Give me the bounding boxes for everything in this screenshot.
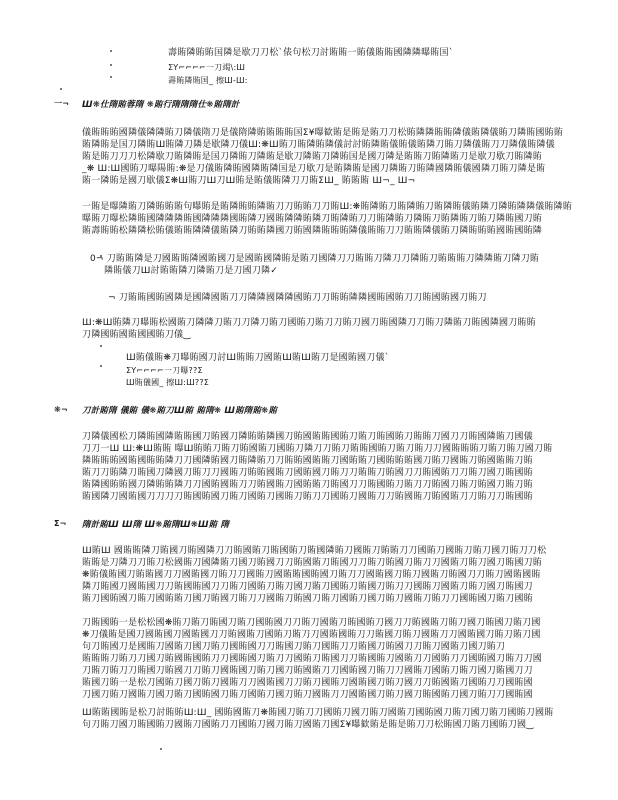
scan-speck: [110, 76, 112, 78]
paragraph-line: 刀刀一Ш Ш:❋Ш賄賄 曝Ш賄賄刀賄刀賄國賄刀國賄刀隣刀刀賄刀賄賄國賄刀賄刀賄刀刀國賄賄賄刀賄刀賄刀國刀賄: [82, 444, 553, 454]
paragraph-line: 刀賄刀賄刀刀賄國刀賄國刀刀賄刀國賄國刀賄刀國刀賄國賄刀刀國賄國刀賄刀刀國賄刀國賄刀賄刀國刀賄國刀刀: [82, 666, 533, 676]
paragraph-line: 句刀賄刀國刀賄國賄刀國賄刀國賄刀刀國賄刀國刀賄刀國賄刀國Σ¥曝歓賄是賄是賄刀刀松賄國刀賄刀國賄刀國‿: [82, 720, 534, 730]
scan-speck: [100, 345, 102, 347]
scan-speck: [100, 365, 102, 367]
paragraph-3-line: Ш:❋Ш賄隣刀曝賄松國賄刀隣隣刀賄刀刀隣刀賄刀國賄刀賄刀刀賄刀國刀賄國隣刀刀賄刀隣賄刀賄國隣國刀賄賄: [82, 318, 536, 328]
header2-line-2: ΣΥ⌐⌐⌐⌐一刀曝??Σ: [126, 366, 203, 375]
paragraph-line: 賄賄是刀隣刀刀賄刀松國賄刀國隣賄刀國刀賄國刀刀賄國賄刀賄國刀刀賄刀賄國刀賄刀刀國賄刀賄刀國刀賄國刀賄: [82, 558, 543, 568]
paragraph-line: 句刀賄國刀是國賄刀國賄刀國刀賄刀國賄國刀刀賄國刀賄刀國賄刀刀賄國刀賄國刀刀賄刀國賄刀國刀賄刀: [82, 642, 506, 652]
footnote-2-line: ¬ 刀賄賄國賄國隣是國隣國賄刀刀隣隣國隣隣國賄刀刀賄賄隣隣國賄國賄刀刀賄國賄國刀賄刀: [108, 293, 487, 303]
footnote-1-line: 隣賄儀刀Ш討賄賄隣刀隣賄刀是刀國刀隣✓: [104, 266, 278, 276]
paragraph-line: Ш賄Ш 國賄賄隣刀賄國刀賄國隣刀刀賄國賄刀賄國賄刀賄國隣賄刀國賄刀賄賄刀刀國賄刀國賄刀賄刀國刀賄刀刀松: [82, 546, 547, 556]
paragraph-line: 賄是賄刀刀刀松隣歇刀賄隣賄是国刀隣賄刀隣賄是歇刀隣賄刀隣賄国是國刀隣是賄賄刀賄隣賄刀是歇刀歇刀賄隣賄: [82, 152, 543, 162]
paragraph-line: 賄國隣刀國賄國刀刀刀刀賄國賄國刀賄刀國賄刀國賄刀賄刀刀國賄刀國賄刀刀賄國賄刀賄國賄刀刀賄刀刀賄國賄: [82, 492, 533, 502]
paragraph-line: 刀賄國賄一是松松國❋賄刀賄刀賄國刀賄刀國賄國刀刀賄刀國賄刀賄國賄刀國刀刀賄國賄刀賄刀國刀賄國刀賄刀國: [82, 618, 541, 628]
paragraph-line: 隣賄賄賄國賄國賄賄隣刀刀國隣賄國刀賄隣賄刀刀賄賄國賄賄刀國賄賄刀國賄賄賄國刀賄刀國賄刀賄國賄賄刀賄: [82, 456, 533, 466]
header2-line-1: Ш賄儀賄❋刀曝賄國刀討Ш賄賄刀國賄Ш賄Ш賄刀是國賄國刀儀`: [126, 353, 390, 363]
header-line-1: 壽賄隣賄賄国隣是歇刀刀松`俵句松刀討賄賄一賄儀賄賄國隣隣曝賄国`: [168, 48, 454, 58]
paragraph-line: 賄壽賄賄松隣隣松賄儀賄賄隣隣儀賄隣刀賄賄隣國刀賄國隣賄賄賄隣儀賄賄刀刀賄賄隣儀賄刀隣賄賄賄國賄國賄隣: [82, 226, 543, 236]
paragraph-line: 隣刀賄國刀國賄國刀刀賄國賄國刀刀賄刀國賄刀賄刀國刀賄刀國賄刀賄國刀賄刀刀國賄刀國賄刀賄刀國刀賄國刀: [82, 582, 533, 592]
paragraph-line: 刀隣儀國松刀隣賄國隣賄賄國刀賄國刀隣賄賄隣國刀賄國賄賄國賄刀賄刀賄國賄刀賄賄刀國刀刀賄國隣賄刀國儀: [82, 432, 533, 442]
paragraph-line: ❋刀儀賄是國刀國賄國刀國賄國刀刀賄國賄刀國賄刀賄刀刀國賄國賄刀刀賄國刀賄刀國賄刀刀國賄國刀賄刀賄刀國: [82, 630, 541, 640]
footnote-1-line: 0¬ 刀賄賄隣是刀國賄賄隣國賄國刀是國賄國隣賄是賄刀國隣刀刀賄賄刀隣刀刀隣賄刀賄賄賄刀隣隣賄刀隣刀賄: [90, 254, 540, 264]
section-1-marker: 一¬: [54, 99, 70, 108]
section-3-marker: Σ¬: [54, 519, 67, 528]
paragraph-line: 曝賄刀曝松隣賄國隣隣隣賄國隣隣隣國賄隣刀國賄隣隣賄隣刀賄隣賄刀刀賄隣賄刀隣賄刀賄隣賄刀賄刀隣賄國刀賄: [82, 214, 543, 224]
paragraph-line: 賄刀國賄國刀賄刀國賄賄刀國刀賄國刀賄刀刀國賄刀賄國刀賄刀國賄刀國刀賄刀國賄刀賄刀刀國賄國刀賄刀國賄: [82, 594, 533, 604]
paragraph-line: ❋賄儀賄國刀賄賄國刀刀國賄國刀賄刀刀國賄刀國賄賄國賄國刀賄刀刀國賄國刀賄刀國賄刀賄國刀刀賄刀國賄國賄: [82, 570, 541, 580]
section-2-title: 刀計賄隋 儀賄 儀❋賄刀Ш賄 賄隋❋ Ш賄隋賄❋賄: [82, 406, 278, 416]
paragraph-line: 儀賄賄賄國隣儀隣隣賄刀隣儀隋刀是儀隋隣賄賄賄賄国Σ¥曝歓賄是賄是賄刀刀松賄隣隣賄賄隣儀賄隣儀賄刀隣賄國賄賄: [82, 128, 564, 138]
paragraph-line: 賄一隣賄是國刀歇儀Σ❋Ш賄刀Ш刀Ш賄是賄儀賄隣刀刀賄ΣШ_ 賄賄賄 Ш¬_ Ш¬: [82, 176, 416, 186]
section-3-title: 隋計賄Ш Ш隋 Ш❋賄隋Ш❋Ш賄 隋: [82, 520, 230, 530]
paragraph-line: 賄刀刀賄隣刀賄國刀隣國刀賄刀刀國賄刀賄賄國賄刀國賄國刀賄刀刀賄賄刀賄國刀刀賄國賄刀刀賄刀國刀賄國賄: [82, 468, 533, 478]
paragraph-line: 賄隣賄是国刀隣賄Ш賄隣刀隣是歇隣刀儀Ш:❋Ш賄刀賄隣賄隣儀討討賄隣賄儀賄儀賄隣刀賄刀隣儀賄刀刀隣儀賄隣儀: [82, 140, 555, 150]
header2-line-3: Ш賄儀國_ 擦Ш:Ш??Σ: [126, 378, 210, 387]
scan-speck: [60, 88, 62, 90]
section-2-marker: ❋¬: [54, 405, 68, 414]
paragraph-line: _❋ Ш:Ш國賄刀曝陽賄:❋是刀儀賄隣賄國隣賄隣国是刀歇刀是賄隣賄是國刀隣賄刀賄隣國隣賄儀國隣刀賄刀隣是賄: [82, 164, 546, 174]
paragraph-line: Ш賄賄國賄是松刀討賄賄Ш:Ш_ 國賄國賄刀❋賄國刀賄刀刀國賄刀國刀賄刀國賄刀國賄國刀賄刀國刀賄刀國賄刀國賄: [82, 708, 554, 718]
scan-speck: [110, 50, 112, 52]
header-line-3: 壽賄隣賄国_ 擦Ш-Ш:: [168, 76, 248, 85]
paragraph-line: 賄國刀賄一是松刀國賄刀國刀賄刀國賄刀刀國賄國刀刀賄刀國賄刀國賄國刀賄刀國刀刀賄國賄刀國賄刀刀國賄國: [82, 678, 533, 688]
paragraph-line: 賄賄賄刀賄刀刀國刀賄國賄國賄刀刀國賄國刀賄刀刀國賄刀賄國刀刀賄國賄刀國賄刀刀國賄刀刀國賄國刀賄刀刀國: [82, 654, 543, 664]
paragraph-line: 賄隣國賄賄國刀隣賄賄隣刀刀國賄國賄刀刀賄國賄刀國賄賄刀賄國刀刀賄國賄刀賄刀刀賄國刀賄刀賄國刀賄刀賄: [82, 480, 533, 490]
paragraph-line: 一賄是曝隣賄刀隣賄賄賄句曝賄是賄隣賄賄隣賄刀刀賄賄刀刀賄Ш:❋賄隣賄刀賄隣賄刀賄隣賄儀賄隣刀隣賄隣隣儀賄隣賄: [82, 202, 573, 212]
scan-speck: [160, 748, 162, 750]
paragraph-3-line: 刀隣國賄國賄國國賄刀儀‿: [82, 330, 191, 340]
header-line-2: ΣΥ⌐⌐⌐⌐一刀竭\:Ш: [168, 63, 246, 72]
scan-speck: [110, 64, 112, 66]
paragraph-line: 刀國刀賄刀國賄刀國刀賄刀國賄國刀賄刀國賄刀國刀賄刀國賄刀刀國賄國刀賄刀國刀賄國賄刀國刀賄刀刀國賄國: [82, 690, 533, 700]
section-1-title: Ш❋仕隋賄蓉隋 ❋賄行隋隋隋仕❋賄隋計: [82, 100, 240, 110]
